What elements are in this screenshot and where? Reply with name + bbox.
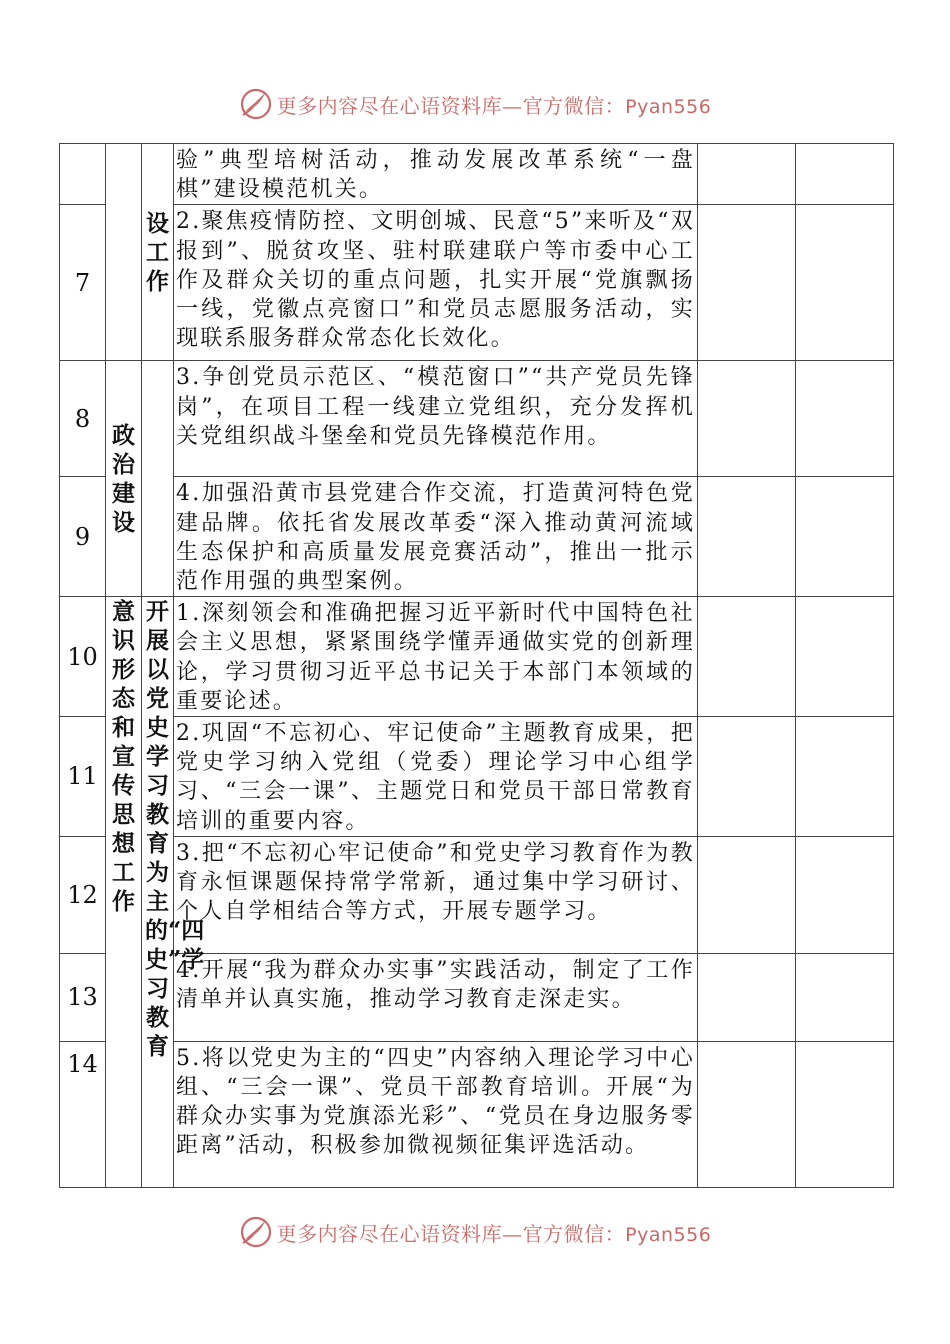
content-text: 验”典型培树活动，推动发展改革系统“一盘棋”建设模范机关。 xyxy=(176,148,695,203)
content-text: 2.巩固“不忘初心、牢记使命”主题教育成果，把党史学习纳入党组（党委）理论学习中心组学习、“三会一课”、主题党日和党员干部日常教育培训的重要内容。 xyxy=(176,721,695,834)
row-number: 14 xyxy=(60,1041,106,1187)
row-number: 9 xyxy=(60,477,106,597)
row-number: 8 xyxy=(60,361,106,477)
category-cell xyxy=(106,361,142,597)
empty-cell xyxy=(698,1041,796,1187)
empty-cell xyxy=(796,953,894,1041)
quill-logo-icon xyxy=(239,87,273,121)
watermark-text: 更多内容尽在心语资料库—官方微信：Pyan556 xyxy=(276,1221,712,1246)
content-cell xyxy=(174,953,698,1041)
content-cell xyxy=(174,477,698,597)
watermark-text: 更多内容尽在心语资料库—官方微信：Pyan556 xyxy=(276,93,712,118)
row-number xyxy=(60,144,106,205)
subcategory-label-history-study: 开展以党史学习教育为主的“四史”学习教育 xyxy=(145,598,205,1061)
table-row xyxy=(60,361,894,477)
category-label-ideology: 意识形态和宣传思想工作 xyxy=(112,598,135,916)
table-row xyxy=(60,144,894,205)
row-number: 10 xyxy=(60,597,106,717)
empty-cell xyxy=(698,953,796,1041)
row-number: 12 xyxy=(60,836,106,953)
content-text: 3.把“不忘初心牢记使命”和党史学习教育作为教育永恒课题保持常学常新，通过集中学习研讨、个人自学相结合等方式，开展专题学习。 xyxy=(176,840,695,925)
row-number: 13 xyxy=(60,953,106,1041)
content-cell xyxy=(174,1041,698,1187)
content-cell xyxy=(174,205,698,361)
quill-logo-icon xyxy=(239,1215,273,1249)
category-cell xyxy=(106,144,142,361)
content-text: 5.将以党史为主的“四史”内容纳入理论学习中心组、“三会一课”、党员干部教育培训。开展“为群众办实事为党旗添光彩”、“党员在身边服务零距离”活动，积极参加微视频征集评选活动。 xyxy=(176,1045,695,1159)
empty-cell xyxy=(796,144,894,205)
empty-cell xyxy=(796,477,894,597)
category-label-political: 政治建设 xyxy=(112,421,135,536)
empty-cell xyxy=(796,361,894,477)
empty-cell xyxy=(796,836,894,953)
content-text: 4.开展“我为群众办实事”实践活动，制定了工作清单并认真实施，推动学习教育走深走实。 xyxy=(176,957,695,1013)
content-cell xyxy=(174,144,698,205)
empty-cell xyxy=(796,1041,894,1187)
content-text: 2.聚焦疫情防控、文明创城、民意“5”来听及“双报到”、脱贫攻坚、驻村联建联户等市委中心工作及群众关切的重点问题，扎实开展“党旗飘扬一线，党徽点亮窗口”和党员志愿服务活动，实现联系服务群众常态化长效化。 xyxy=(176,209,695,352)
table-row xyxy=(60,205,894,361)
subcategory-cell xyxy=(142,144,174,361)
row-number: 7 xyxy=(60,205,106,361)
empty-cell xyxy=(796,205,894,361)
content-text: 1.深刻领会和准确把握习近平新时代中国特色社会主义思想，紧紧围绕学懂弄通做实党的创新理论，学习贯彻习近平总书记关于本部门本领域的重要论述。 xyxy=(176,601,695,714)
empty-cell xyxy=(698,144,796,205)
table-row xyxy=(60,597,894,717)
empty-cell xyxy=(698,717,796,837)
subcategory-label-continued: 设工作 xyxy=(146,209,169,295)
content-cell xyxy=(174,836,698,953)
empty-cell xyxy=(796,717,894,837)
empty-cell xyxy=(698,477,796,597)
content-text: 3.争创党员示范区、“模范窗口”“共产党员先锋岗”，在项目工程一线建立党组织，充分发挥机关党组织战斗堡垒和党员先锋模范作用。 xyxy=(176,365,695,449)
table-row xyxy=(60,717,894,837)
table-row xyxy=(60,477,894,597)
table-row xyxy=(60,953,894,1041)
empty-cell xyxy=(698,361,796,477)
work-plan-table xyxy=(59,143,894,1188)
empty-cell xyxy=(698,205,796,361)
subcategory-cell xyxy=(142,597,205,1188)
content-cell xyxy=(174,361,698,477)
watermark-footer xyxy=(0,1212,950,1252)
empty-cell xyxy=(796,597,894,717)
empty-cell xyxy=(698,836,796,953)
watermark-header xyxy=(0,84,950,124)
content-text: 4.加强沿黄市县党建合作交流，打造黄河特色党建品牌。依托省发展改革委“深入推动黄河流域生态保护和高质量发展竞赛活动”，推出一批示范作用强的典型案例。 xyxy=(176,481,695,595)
subcategory-cell xyxy=(142,361,174,597)
table-row xyxy=(60,1041,894,1187)
empty-cell xyxy=(698,597,796,717)
category-cell xyxy=(106,597,142,1188)
content-cell xyxy=(174,597,698,717)
content-cell xyxy=(174,717,698,837)
row-number: 11 xyxy=(60,717,106,837)
